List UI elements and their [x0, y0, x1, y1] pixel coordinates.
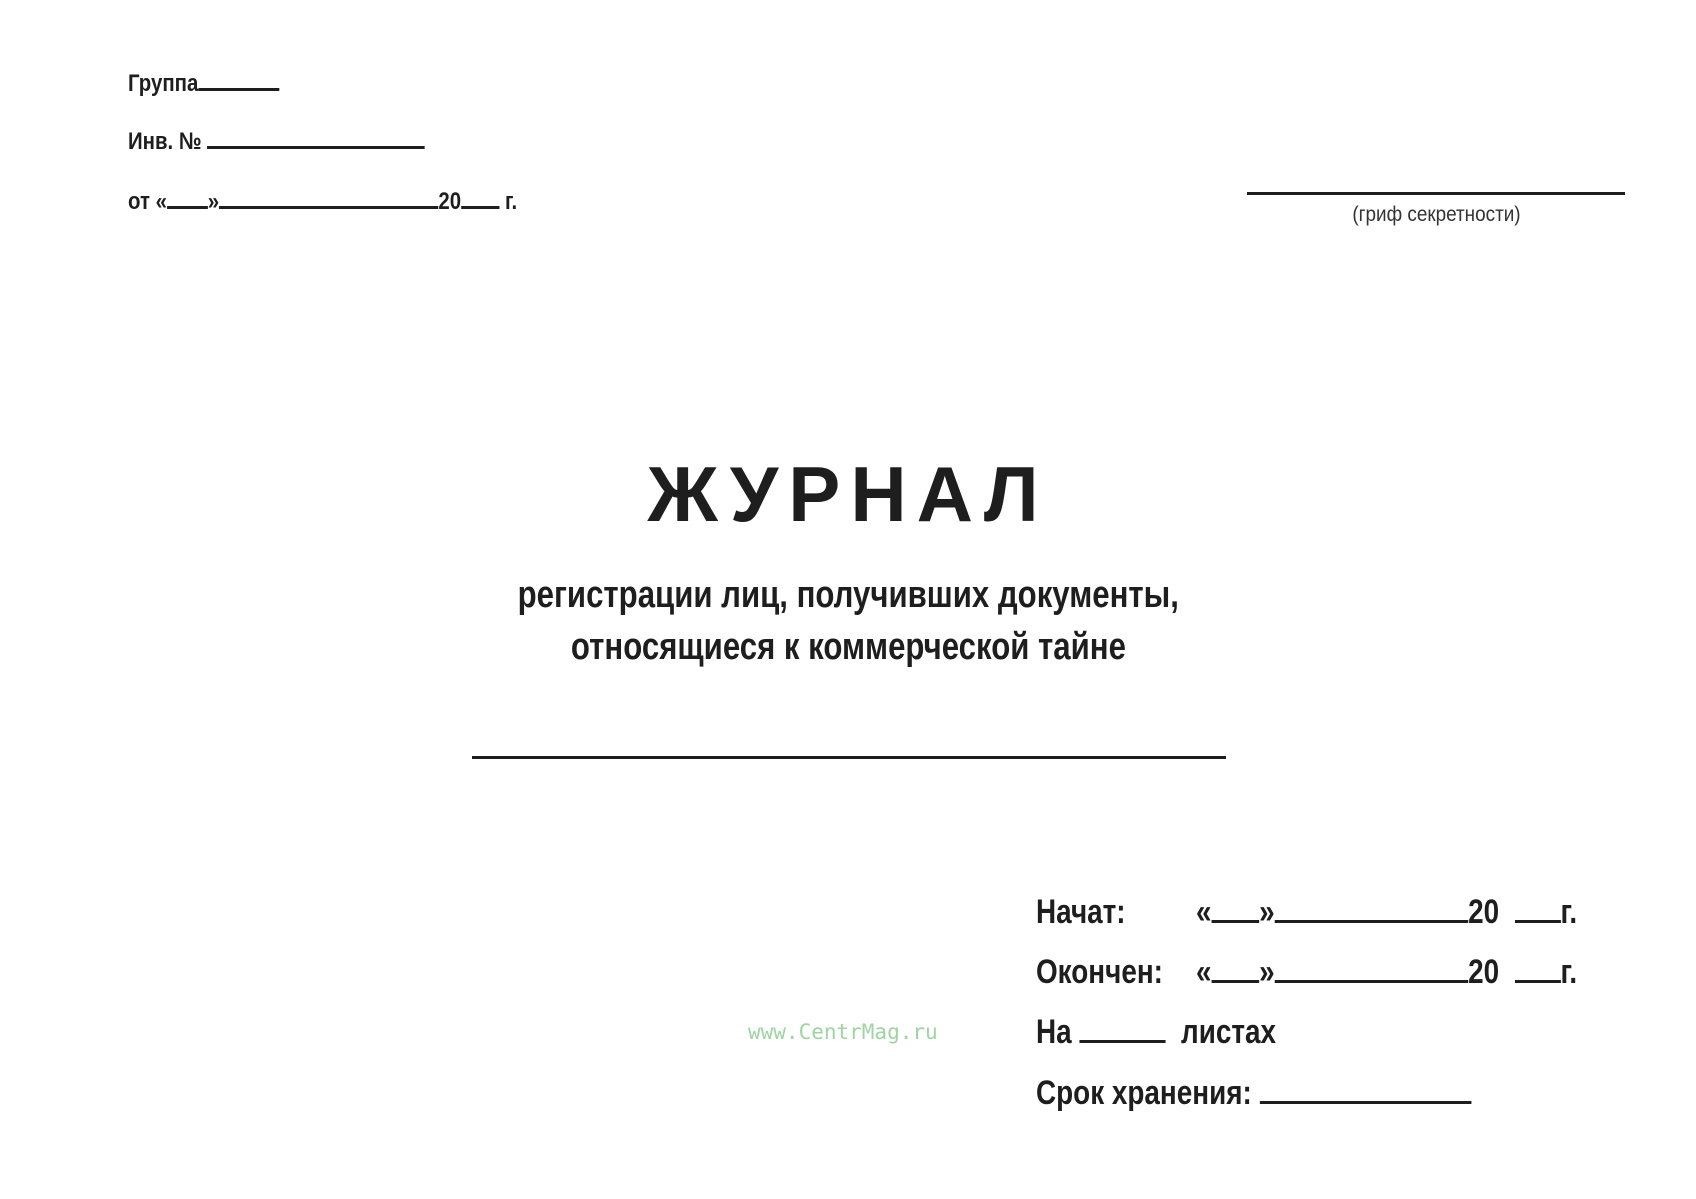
sheets-suffix: листах [1180, 1013, 1277, 1051]
storage-period-field [1036, 1074, 1567, 1113]
secrecy-caption: (гриф секретности) [1351, 203, 1521, 226]
finished-year-suffix: г. [1560, 953, 1578, 991]
started-month-line [1275, 920, 1469, 923]
watermark-text: www.CentrMag.ru [748, 1020, 938, 1044]
year-suffix: г. [505, 188, 518, 215]
document-title: ЖУРНАЛ [647, 450, 1049, 538]
year-blank-line [461, 206, 499, 209]
secrecy-blank-line [1247, 192, 1625, 195]
header-date-field [128, 188, 586, 216]
document-subtitle-line-2: относящиеся к коммерческой тайне [570, 626, 1126, 668]
year-prefix: 20 [438, 188, 462, 215]
date-prefix: от « [128, 188, 167, 215]
month-blank-line [219, 206, 438, 209]
day-blank-line [167, 206, 208, 209]
group-blank-line [198, 88, 279, 91]
started-year-suffix: г. [1560, 893, 1578, 931]
started-day-line [1212, 920, 1260, 923]
inventory-number-field [128, 128, 477, 156]
date-mid: » [207, 188, 220, 215]
finished-year-line [1515, 980, 1561, 983]
sheets-count-field [1036, 1013, 1329, 1052]
finished-date-field [1036, 953, 1578, 992]
storage-blank-line [1260, 1101, 1472, 1104]
title-blank-line [472, 756, 1226, 759]
finished-month-line [1275, 980, 1469, 983]
finished-quote-close: » [1259, 953, 1275, 991]
finished-year-prefix: 20 [1468, 953, 1500, 991]
sheets-blank-line [1079, 1040, 1165, 1043]
finished-label: Окончен: [1036, 953, 1163, 991]
group-label: Группа [128, 70, 199, 97]
finished-day-line [1212, 980, 1260, 983]
started-quote-close: » [1259, 893, 1275, 931]
finished-quote-open: « [1196, 953, 1212, 991]
started-date-field [1036, 893, 1578, 932]
document-subtitle-line-1: регистрации лиц, получивших документы, [517, 574, 1179, 616]
inventory-blank-line [207, 146, 425, 149]
started-year-prefix: 20 [1468, 893, 1500, 931]
group-field [128, 70, 306, 98]
storage-label: Срок хранения: [1036, 1074, 1252, 1112]
sheets-prefix: На [1036, 1013, 1072, 1051]
inventory-label: Инв. № [128, 128, 202, 155]
started-year-line [1515, 920, 1561, 923]
started-quote-open: « [1196, 893, 1212, 931]
started-label: Начат: [1036, 893, 1126, 931]
